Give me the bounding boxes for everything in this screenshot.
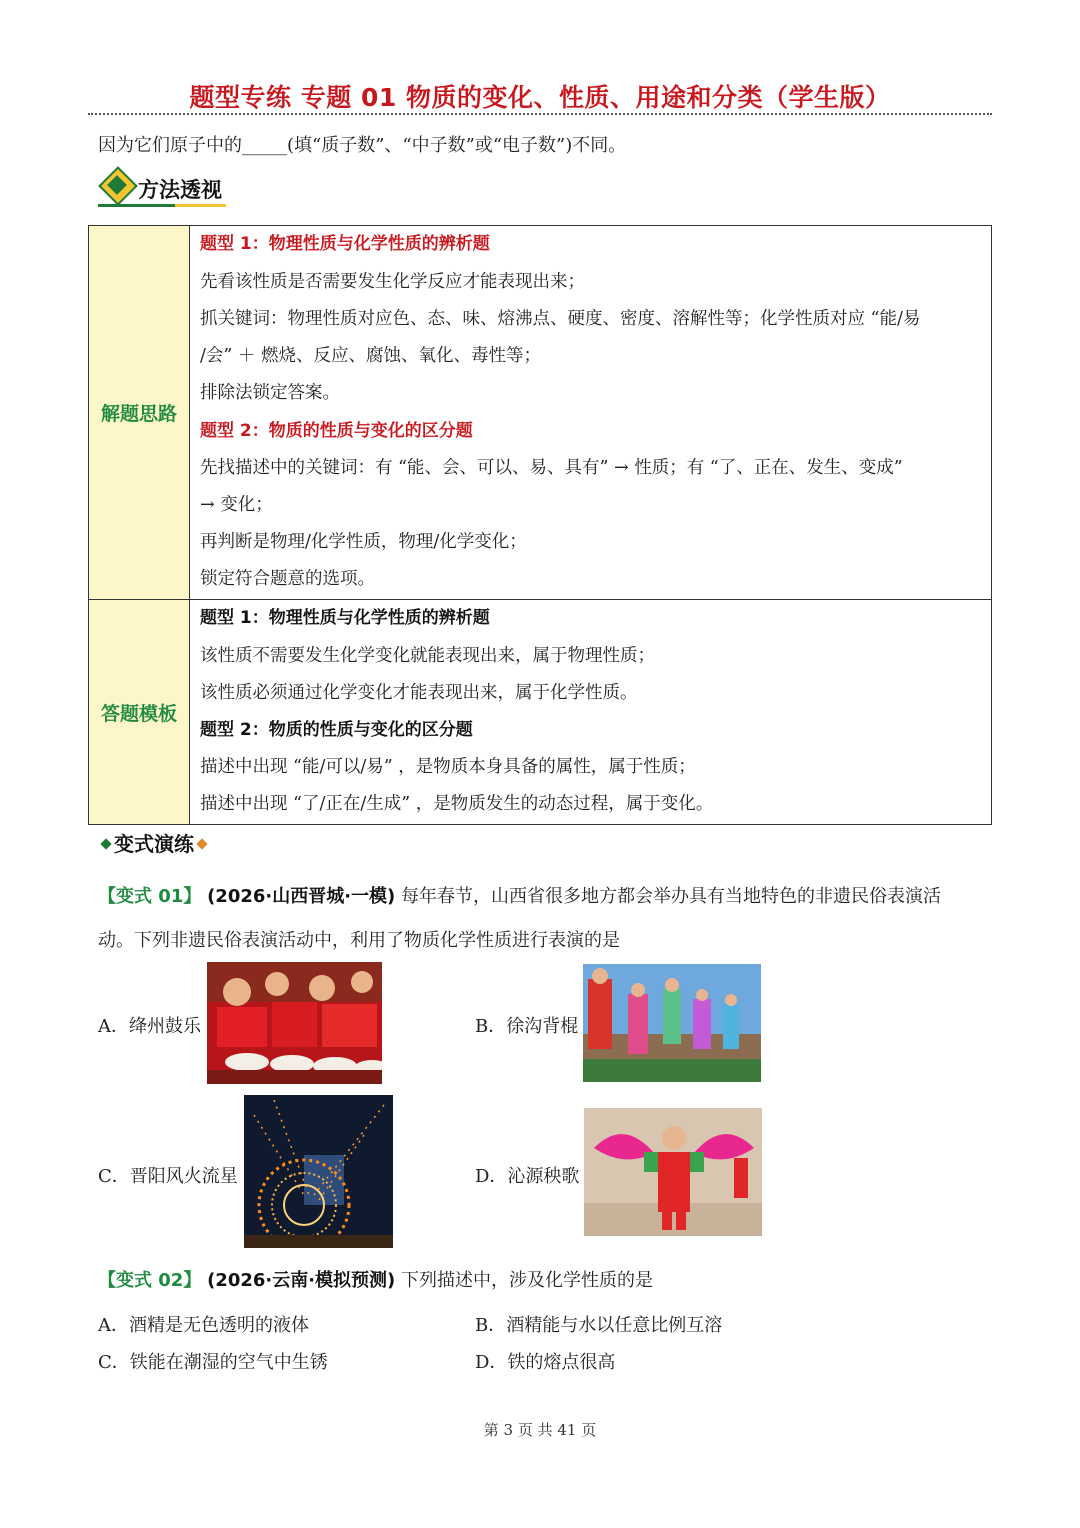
approach-line: /会” ＋ 燃烧、反应、腐蚀、氧化、毒性等； <box>200 346 541 367</box>
template-type2-heading: 题型 2：物质的性质与变化的区分题 <box>200 720 473 740</box>
q2-source: (2026·云南·模拟预测) <box>207 1270 396 1291</box>
approach-line: → 变化； <box>200 494 273 515</box>
variants-section-heading <box>98 828 210 857</box>
q1-stem-a: 每年春节，山西省很多地方都会举办具有当地特色的非遗民俗表演活 <box>401 886 942 907</box>
row-label-approach: 解题思路 <box>89 226 190 600</box>
q1-option-a[interactable]: A．绛州鼓乐 <box>98 1016 201 1037</box>
q1-stem-line2: 动。下列非遗民俗表演活动中，利用了物质化学性质进行表演的是 <box>98 930 620 951</box>
q2-option-b[interactable]: B．酒精能与水以任意比例互溶 <box>475 1315 723 1336</box>
q1-stem-line1 <box>98 882 941 908</box>
row-content-template <box>190 600 992 825</box>
variants-section-title: 变式演练 <box>114 832 194 856</box>
approach-line: 先看该性质是否需要发生化学反应才能表现出来； <box>200 271 585 292</box>
q2-option-c[interactable]: C．铁能在潮湿的空气中生锈 <box>98 1352 328 1373</box>
q2-tag: 【变式 02】 <box>98 1270 202 1291</box>
row-content-approach <box>190 226 992 600</box>
page-footer: 第 3 页 共 41 页 <box>483 1421 597 1439</box>
approach-line: 抓关键词：物理性质对应色、态、味、熔沸点、硬度、密度、溶解性等；化学性质对应 “能/易 <box>200 308 921 329</box>
fire-meteor-image <box>244 1095 393 1248</box>
q1-source: (2026·山西晋城·一模) <box>207 886 396 907</box>
diamond-icon <box>100 838 111 849</box>
row-label-template: 答题模板 <box>89 600 190 825</box>
drum-performance-image <box>207 962 382 1084</box>
method-section-title: 方法透视 <box>138 178 222 202</box>
template-line: 该性质不需要发生化学变化就能表现出来，属于物理性质； <box>200 645 655 666</box>
q2-stem-line <box>98 1266 653 1292</box>
q2-option-a[interactable]: A．酒精是无色透明的液体 <box>98 1315 309 1336</box>
q1-option-c[interactable]: C．晋阳风火流星 <box>98 1166 238 1187</box>
template-line: 描述中出现 “能/可以/易” ，是物质本身具备的属性，属于性质； <box>200 757 696 778</box>
method-section-heading <box>98 170 238 208</box>
method-row-approach <box>89 226 992 600</box>
intro-line: 因为它们原子中的_____(填“质子数”、“中子数”或“电子数”)不同。 <box>98 135 627 156</box>
template-line: 该性质必须通过化学变化才能表现出来，属于化学性质。 <box>200 682 638 703</box>
approach-line: 再判断是物理/化学性质，物理/化学变化； <box>200 532 527 553</box>
q1-tag: 【变式 01】 <box>98 886 202 907</box>
q2-option-d[interactable]: D．铁的熔点很高 <box>475 1352 616 1373</box>
section-underline <box>98 204 226 207</box>
approach-line: 锁定符合题意的选项。 <box>200 569 375 590</box>
template-line: 描述中出现 “了/正在/生成” ，是物质发生的动态过程，属于变化。 <box>200 794 714 815</box>
q1-option-d[interactable]: D．沁源秧歌 <box>475 1166 580 1187</box>
template-type1-heading: 题型 1：物理性质与化学性质的辨析题 <box>200 608 490 629</box>
approach-type2-heading: 题型 2：物质的性质与变化的区分题 <box>200 420 473 441</box>
header-divider <box>88 113 992 115</box>
method-row-template <box>89 600 992 825</box>
back-pole-parade-image <box>583 964 761 1082</box>
diamond-icon <box>196 838 207 849</box>
approach-line: 排除法锁定答案。 <box>200 383 340 404</box>
approach-line: 先找描述中的关键词：有 “能、会、可以、易、具有” → 性质；有 “了、正在、发生、变成” <box>200 457 903 478</box>
page-title: 题型专练 专题 01 物质的变化、性质、用途和分类（学生版） <box>189 83 891 112</box>
approach-type1-heading: 题型 1：物理性质与化学性质的辨析题 <box>200 234 490 255</box>
q1-option-b[interactable]: B．徐沟背棍 <box>475 1016 579 1037</box>
yangko-dance-image <box>584 1108 762 1236</box>
q2-stem: 下列描述中，涉及化学性质的是 <box>401 1270 654 1291</box>
method-table <box>88 225 992 825</box>
